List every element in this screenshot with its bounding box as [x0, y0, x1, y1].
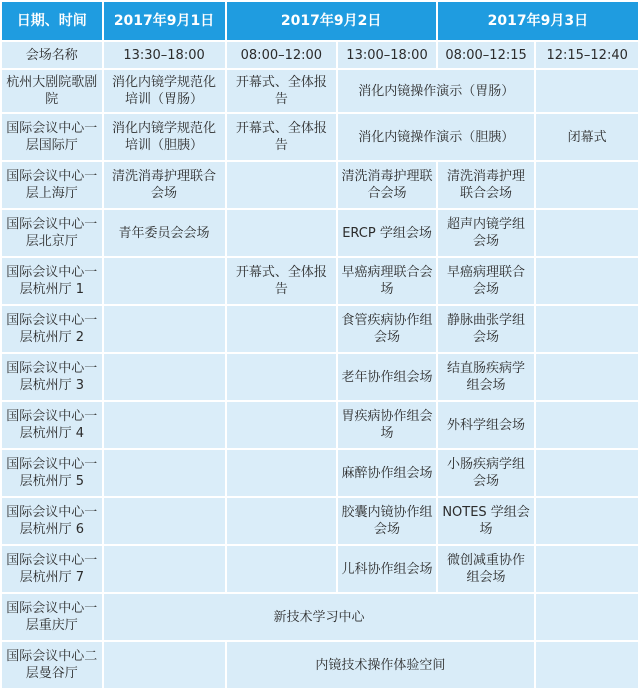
- session-cell: 胃疾病协作组会场: [338, 402, 436, 448]
- session-cell: 清洗消毒护理联合会场: [104, 162, 225, 208]
- session-cell: 儿科协作组会场: [338, 546, 436, 592]
- session-cell: 胶囊内镜协作组会场: [338, 498, 436, 544]
- time-slot: 13:00–18:00: [338, 42, 436, 68]
- empty-cell: [227, 546, 337, 592]
- empty-cell: [536, 546, 638, 592]
- empty-cell: [104, 354, 225, 400]
- venue-cell: 国际会议中心一层杭州厅 4: [2, 402, 102, 448]
- empty-cell: [104, 546, 225, 592]
- session-cell: 结直肠疾病学组会场: [438, 354, 535, 400]
- empty-cell: [227, 450, 337, 496]
- empty-cell: [536, 306, 638, 352]
- venue-cell: 国际会议中心二层曼谷厅: [2, 642, 102, 688]
- table-row: [2, 258, 638, 304]
- table-row: [2, 402, 638, 448]
- session-cell: ERCP 学组会场: [338, 210, 436, 256]
- empty-cell: [104, 450, 225, 496]
- venue-cell: 国际会议中心一层重庆厅: [2, 594, 102, 640]
- empty-cell: [536, 162, 638, 208]
- session-cell: 老年协作组会场: [338, 354, 436, 400]
- empty-cell: [536, 642, 638, 688]
- header-row: [2, 2, 638, 40]
- session-cell: 超声内镜学组会场: [438, 210, 535, 256]
- table-row: [2, 114, 638, 160]
- day2-header: 2017年9月2日: [227, 2, 436, 40]
- venue-cell: 国际会议中心一层上海厅: [2, 162, 102, 208]
- venue-cell: 国际会议中心一层杭州厅 5: [2, 450, 102, 496]
- time-slot: 12:15–12:40: [536, 42, 638, 68]
- session-cell: 小肠疾病学组会场: [438, 450, 535, 496]
- table-row: [2, 354, 638, 400]
- empty-cell: [536, 210, 638, 256]
- session-cell: 清洗消毒护理联合会场: [338, 162, 436, 208]
- table-row: [2, 70, 638, 112]
- session-cell: 外科学组会场: [438, 402, 535, 448]
- session-cell: 清洗消毒护理联合会场: [438, 162, 535, 208]
- empty-cell: [227, 402, 337, 448]
- empty-cell: [104, 498, 225, 544]
- session-cell: NOTES 学组会场: [438, 498, 535, 544]
- empty-cell: [227, 354, 337, 400]
- table-row: [2, 642, 638, 688]
- empty-cell: [227, 162, 337, 208]
- table-row: [2, 498, 638, 544]
- venue-cell: 国际会议中心一层杭州厅 3: [2, 354, 102, 400]
- time-slot: 08:00–12:15: [438, 42, 535, 68]
- session-cell: 闭幕式: [536, 114, 638, 160]
- venue-cell: 国际会议中心一层杭州厅 1: [2, 258, 102, 304]
- session-cell: 麻醉协作组会场: [338, 450, 436, 496]
- empty-cell: [536, 402, 638, 448]
- empty-cell: [536, 70, 638, 112]
- empty-cell: [227, 210, 337, 256]
- session-cell: 静脉曲张学组会场: [438, 306, 535, 352]
- empty-cell: [104, 402, 225, 448]
- empty-cell: [104, 258, 225, 304]
- venue-cell: 国际会议中心一层杭州厅 2: [2, 306, 102, 352]
- session-cell: 消化内镜学规范化培训（胆胰）: [104, 114, 225, 160]
- time-slot: 08:00–12:00: [227, 42, 337, 68]
- table-row: [2, 306, 638, 352]
- session-cell: 食管疾病协作组会场: [338, 306, 436, 352]
- table-row: [2, 594, 638, 640]
- session-cell: 内镜技术操作体验空间: [227, 642, 535, 688]
- empty-cell: [536, 354, 638, 400]
- empty-cell: [536, 450, 638, 496]
- venue-cell: 杭州大剧院歌剧院: [2, 70, 102, 112]
- table-row: [2, 162, 638, 208]
- empty-cell: [227, 306, 337, 352]
- empty-cell: [227, 498, 337, 544]
- day3-header: 2017年9月3日: [438, 2, 638, 40]
- session-cell: 消化内镜操作演示（胆胰）: [338, 114, 534, 160]
- venue-cell: 国际会议中心一层杭州厅 7: [2, 546, 102, 592]
- venue-cell: 国际会议中心一层杭州厅 6: [2, 498, 102, 544]
- empty-cell: [536, 498, 638, 544]
- session-cell: 开幕式、全体报告: [227, 70, 337, 112]
- venue-cell: 国际会议中心一层国际厅: [2, 114, 102, 160]
- session-cell: 开幕式、全体报告: [227, 258, 337, 304]
- empty-cell: [104, 306, 225, 352]
- session-cell: 开幕式、全体报告: [227, 114, 337, 160]
- session-cell: 消化内镜学规范化培训（胃肠）: [104, 70, 225, 112]
- table-row: [2, 546, 638, 592]
- venue-label: 会场名称: [2, 42, 102, 68]
- empty-cell: [104, 642, 225, 688]
- table-row: [2, 210, 638, 256]
- venue-cell: 国际会议中心一层北京厅: [2, 210, 102, 256]
- session-cell: 早癌病理联合会场: [338, 258, 436, 304]
- session-cell: 青年委员会会场: [104, 210, 225, 256]
- empty-cell: [536, 258, 638, 304]
- session-cell: 早癌病理联合会场: [438, 258, 535, 304]
- time-row: [2, 42, 638, 68]
- time-slot: 13:30–18:00: [104, 42, 225, 68]
- session-cell: 微创减重协作组会场: [438, 546, 535, 592]
- session-cell: 消化内镜操作演示（胃肠）: [338, 70, 534, 112]
- empty-cell: [536, 594, 638, 640]
- session-cell: 新技术学习中心: [104, 594, 535, 640]
- table-row: [2, 450, 638, 496]
- day1-header: 2017年9月1日: [104, 2, 225, 40]
- corner-header: 日期、时间: [2, 2, 102, 40]
